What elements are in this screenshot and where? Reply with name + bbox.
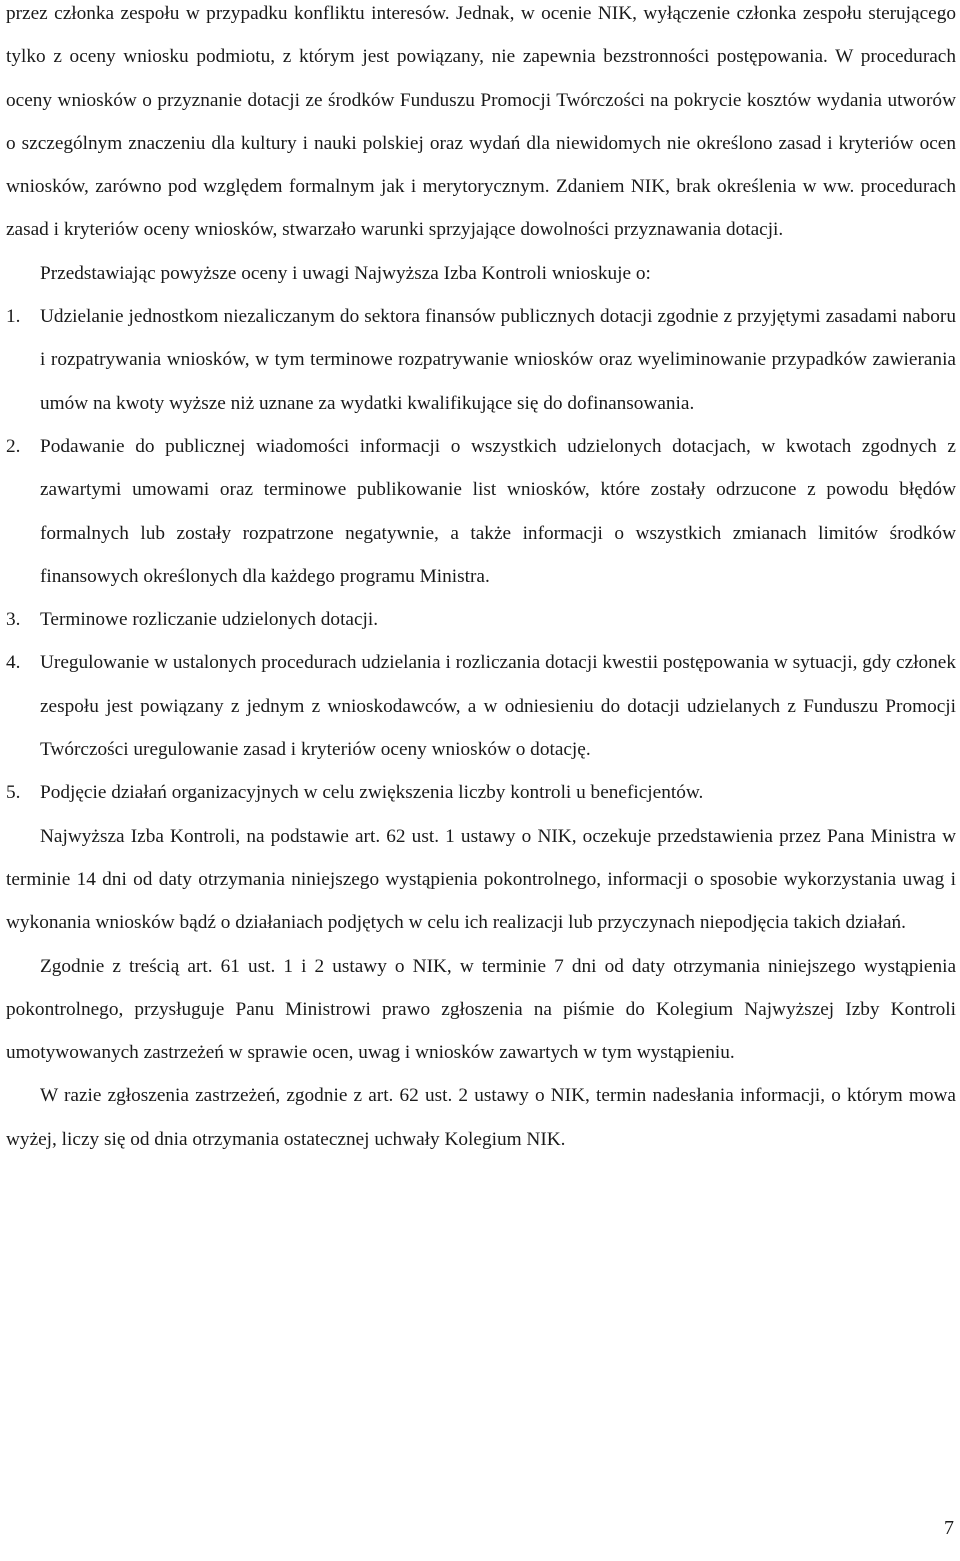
list-item-text: Udzielanie jednostkom niezaliczanym do sektora finansów publicznych dotacji zgodnie z przyjętymi zasadami naboru i rozpatrywania wniosków, w tym terminowe rozpatrywanie wniosków oraz wyeliminowanie przypadków zawierania umów na kwoty wyższe niż uznane za wydatki kwalifikujące się do dofinansowania. [40,306,956,414]
list-item [6,598,956,641]
paragraph-objection-right: Zgodnie z treścią art. 61 ust. 1 i 2 ustawy o NIK, w terminie 7 dni od daty otrzymania niniejszego wystąpienia pokontrolnego, przysługuje Panu Ministrowi prawo zgłoszenia na piśmie do Kolegium Najwyższej Izby Kontroli umotywowanych zastrzeżeń w sprawie ocen, uwag i wniosków zawartych w tym wystąpieniu. [6,955,956,1064]
list-item-number: 2. [6,435,21,457]
list-item-text: Uregulowanie w ustalonych procedurach udzielania i rozliczania dotacji kwestii postępowania w sytuacji, gdy członek zespołu jest powiązany z jednym z wnioskodawców, a w odniesieniu do dotacji udzielanych z Funduszu Promocji Twórczości uregulowanie zasad i kryteriów oceny wniosków o dotację. [40,652,956,761]
list-item [6,295,956,425]
list-item [6,641,956,771]
paragraph-expectation: Najwyższa Izba Kontroli, na podstawie art. 62 ust. 1 ustawy o NIK, oczekuje przedstawienia przez Pana Ministra w terminie 14 dni od daty otrzymania niniejszego wystąpienia pokontrolnego, informacji o sposobie wykorzystania uwag i wykonania wniosków bądź o działaniach podjętych w celu ich realizacji lub przyczynach niepodjęcia takich działań. [6,825,956,934]
list-item-number: 3. [6,609,21,631]
document-page [6,0,956,1161]
paragraph-intro: przez członka zespołu w przypadku konfliktu interesów. Jednak, w ocenie NIK, wyłączenie członka zespołu sterującego tylko z oceny wniosku podmiotu, z którym jest powiązany, nie zapewnia bezstronności postępowania. W procedurach oceny wniosków o przyznanie dotacji ze środków Funduszu Promocji Twórczości na pokrycie kosztów wydania utworów o szczególnym znaczeniu dla kultury i nauki polskiej oraz wydań dla niewidomych nie określono zasad i kryteriów ocen wniosków, zarówno pod względem formalnym jak i merytorycznym. Zdaniem NIK, brak określenia w ww. procedurach zasad i kryteriów oceny wniosków, stwarzało warunki sprzyjające dowolności przyznawania dotacji. [6,3,956,241]
paragraph-lead: Przedstawiając powyższe oceny i uwagi Najwyższa Izba Kontroli wnioskuje o: [40,262,651,284]
paragraph-deadline: W razie zgłoszenia zastrzeżeń, zgodnie z art. 62 ust. 2 ustawy o NIK, termin nadesłania informacji, o którym mowa wyżej, liczy się od dnia otrzymania ostatecznej uchwały Kolegium NIK. [6,1085,956,1150]
list-item [6,425,956,598]
list-item-number: 5. [6,782,21,804]
list-item [6,771,956,814]
list-item-text: Podawanie do publicznej wiadomości informacji o wszystkich udzielonych dotacjach, w kwotach zgodnych z zawartymi umowami oraz terminowe publikowanie list wniosków, które zostały odrzucone z powodu błędów formalnych lub zostały rozpatrzone negatywnie, a także informacji o wszystkich zmianach limitów środków finansowych określonych dla każdego programu Ministra. [40,435,956,587]
list-item-text: Terminowe rozliczanie udzielonych dotacji. [40,609,379,631]
list-item-number: 1. [6,306,21,328]
page-number: 7 [944,1517,954,1539]
list-item-text: Podjęcie działań organizacyjnych w celu zwiększenia liczby kontroli u beneficjentów. [40,782,704,804]
list-item-number: 4. [6,652,21,674]
recommendations-list [6,295,956,815]
